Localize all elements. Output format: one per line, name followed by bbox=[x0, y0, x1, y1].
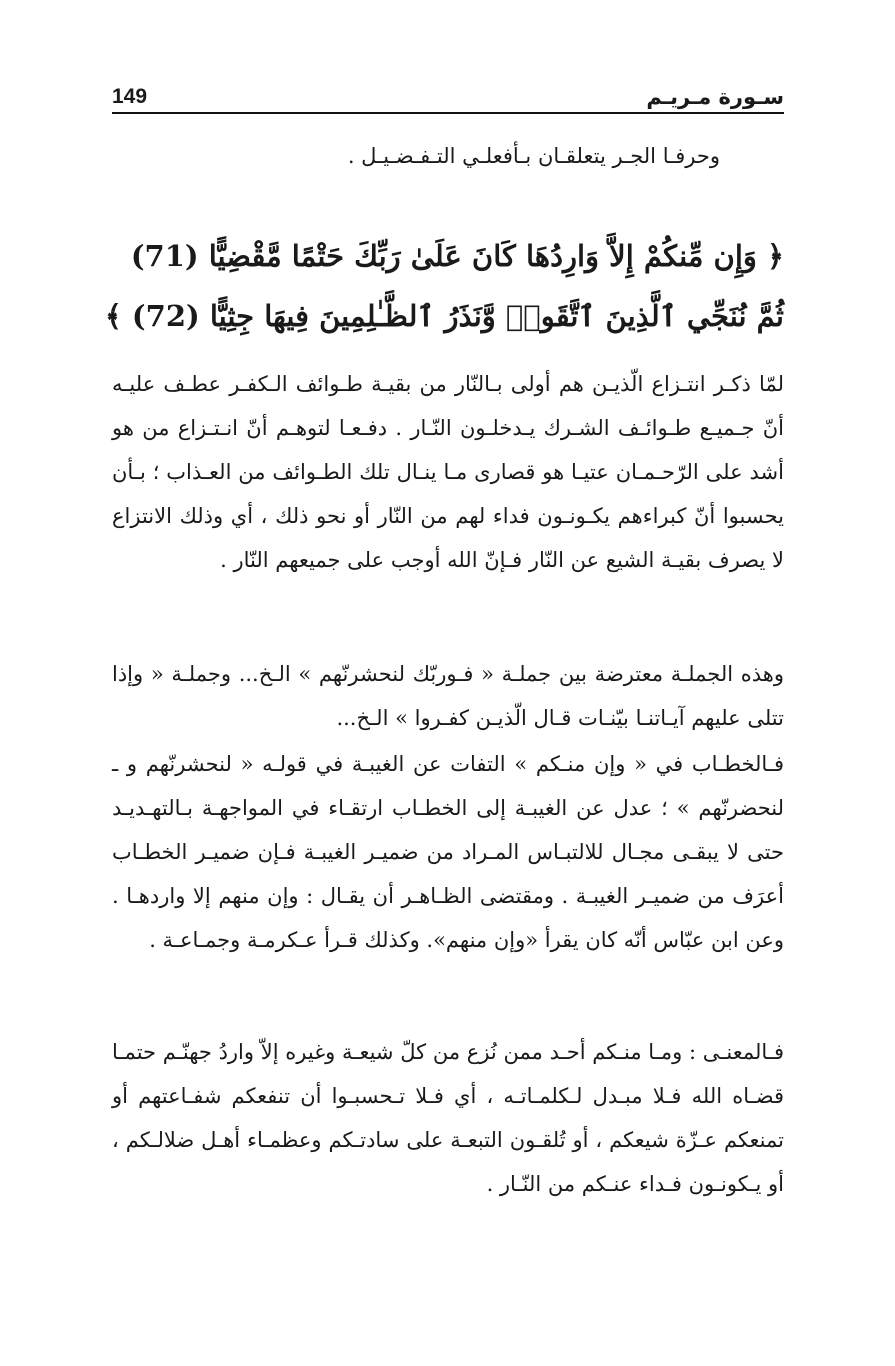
commentary-paragraph-2 bbox=[112, 652, 784, 740]
commentary-paragraph-3 bbox=[112, 742, 784, 962]
quran-verse-block bbox=[104, 226, 784, 346]
intro-text: وحرفـا الجـر يتعلقـان بـأفعلـي التـفـضـيـل . bbox=[347, 144, 720, 168]
verse-line-71: ﴿ وَإِن مِّنكُمْ إِلاَّ وَارِدُهَا كَانَ عَلَىٰ رَبِّكَ حَتْمًا مَّقْضِيًّا (71) bbox=[130, 239, 784, 273]
paragraph-text: وهذه الجملـة معترضة بين جملـة « فـوربّك لنحشرنّهم » الـخ... وجملـة « وإذا تتلى عليهم آيـاتنـا بيّنـات قـال الّذيـن كفـروا » الـخ... bbox=[112, 662, 784, 730]
paragraph-text: فـالخطـاب في « وإن منـكم » التفات عن الغيبـة في قولـه « لنحشرنّهم و ـ لنحضرنّهم » ؛ عدل عن الغيبـة إلى الخطـاب ارتقـاء في المواجهـة بـالتهـديـد حتى لا يبقـى مجـال للالتبـاس المـراد من ضميـر الغيبـة فـإن ضميـر الخطـاب أعرَف من ضميـر الغيبـة . ومقتضى الظـاهـر أن يقـال : وإن منهم إلا واردهـا . وعن ابن عبّاس أنّه كان يقرأ «وإن منهم». وكذلك قـرأ عـكرمـة وجمـاعـة . bbox=[112, 752, 784, 952]
paragraph-text: فـالمعنـى : ومـا منـكم أحـد ممن نُزع من كلّ شيعـة وغيره إلاّ واردُ جهنّـم حتمـا قضـاه الله فـلا مبـدل لـكلمـاتـه ، أي فـلا تـحسبـوا أن تنفعكم شفـاعتهم أو تمنعكم عـزّة شيعكم ، أو تُلقـون التبعـة على سادتـكم وعظمـاء أهـل ضلالـكم ، أو يـكونـون فـداء عنـكم من النّـار . bbox=[112, 1040, 784, 1196]
page-number: 149 bbox=[112, 85, 148, 108]
intro-line bbox=[112, 134, 784, 178]
commentary-paragraph-4 bbox=[112, 1030, 784, 1206]
verse-line-72: ثُمَّ نُنَجِّي ٱلَّذِينَ ٱتَّقَوا۟ وَّنَذَرُ ٱلظَّـٰلِمِينَ فِيهَا جِثِيًّا (72) ﴾ bbox=[104, 299, 784, 333]
surah-title: سـورة مـريـم bbox=[646, 85, 784, 109]
running-header bbox=[112, 80, 784, 114]
paragraph-text: لمّا ذكـر انتـزاع الّذيـن هم أولى بـالنّار من بقيـة طـوائف الـكفـر عطـف عليـه أنّ جـميـع طـوائـف الشـرك يـدخلـون النّـار . دفـعـا لتوهـم أنّ انـتـزاع من هو أشد على الرّحـمـان عتيـا هو قصارى مـا ينـال تلك الطـوائف من العـذاب ؛ بـأن يحسبوا أنّ كبراءهم يكـونـون فداء لهم من النّار أو نحو ذلك ، أي وذلك الانتزاع لا يصرف بقيـة الشيع عن النّار فـإنّ الله أوجب على جميعهم النّار . bbox=[112, 372, 784, 572]
commentary-paragraph-1 bbox=[112, 362, 784, 582]
